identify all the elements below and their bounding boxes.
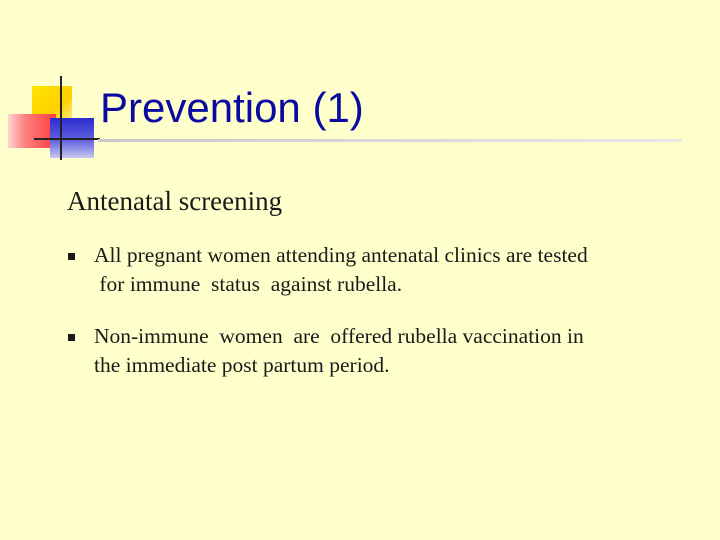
logo-vertical-line — [60, 76, 62, 160]
bullet-text-line: Non-immune women are offered rubella vaccination in — [94, 324, 584, 348]
bullet-item — [68, 241, 668, 299]
square-bullet-icon — [68, 253, 75, 260]
bullet-text-line: All pregnant women attending antenatal clinics are tested — [94, 243, 588, 267]
red-square — [8, 114, 56, 148]
decorative-squares-logo — [0, 0, 110, 170]
subheading: Antenatal screening — [67, 186, 283, 216]
title-underline — [98, 139, 682, 142]
bullet-list — [68, 241, 668, 403]
bullet-text-line: for immune status against rubella. — [94, 272, 403, 296]
slide-title: Prevention (1) — [100, 84, 364, 131]
bullet-text-line: the immediate post partum period. — [94, 353, 390, 377]
square-bullet-icon — [68, 334, 75, 341]
bullet-item — [68, 322, 668, 380]
logo-horizontal-line — [34, 138, 100, 140]
